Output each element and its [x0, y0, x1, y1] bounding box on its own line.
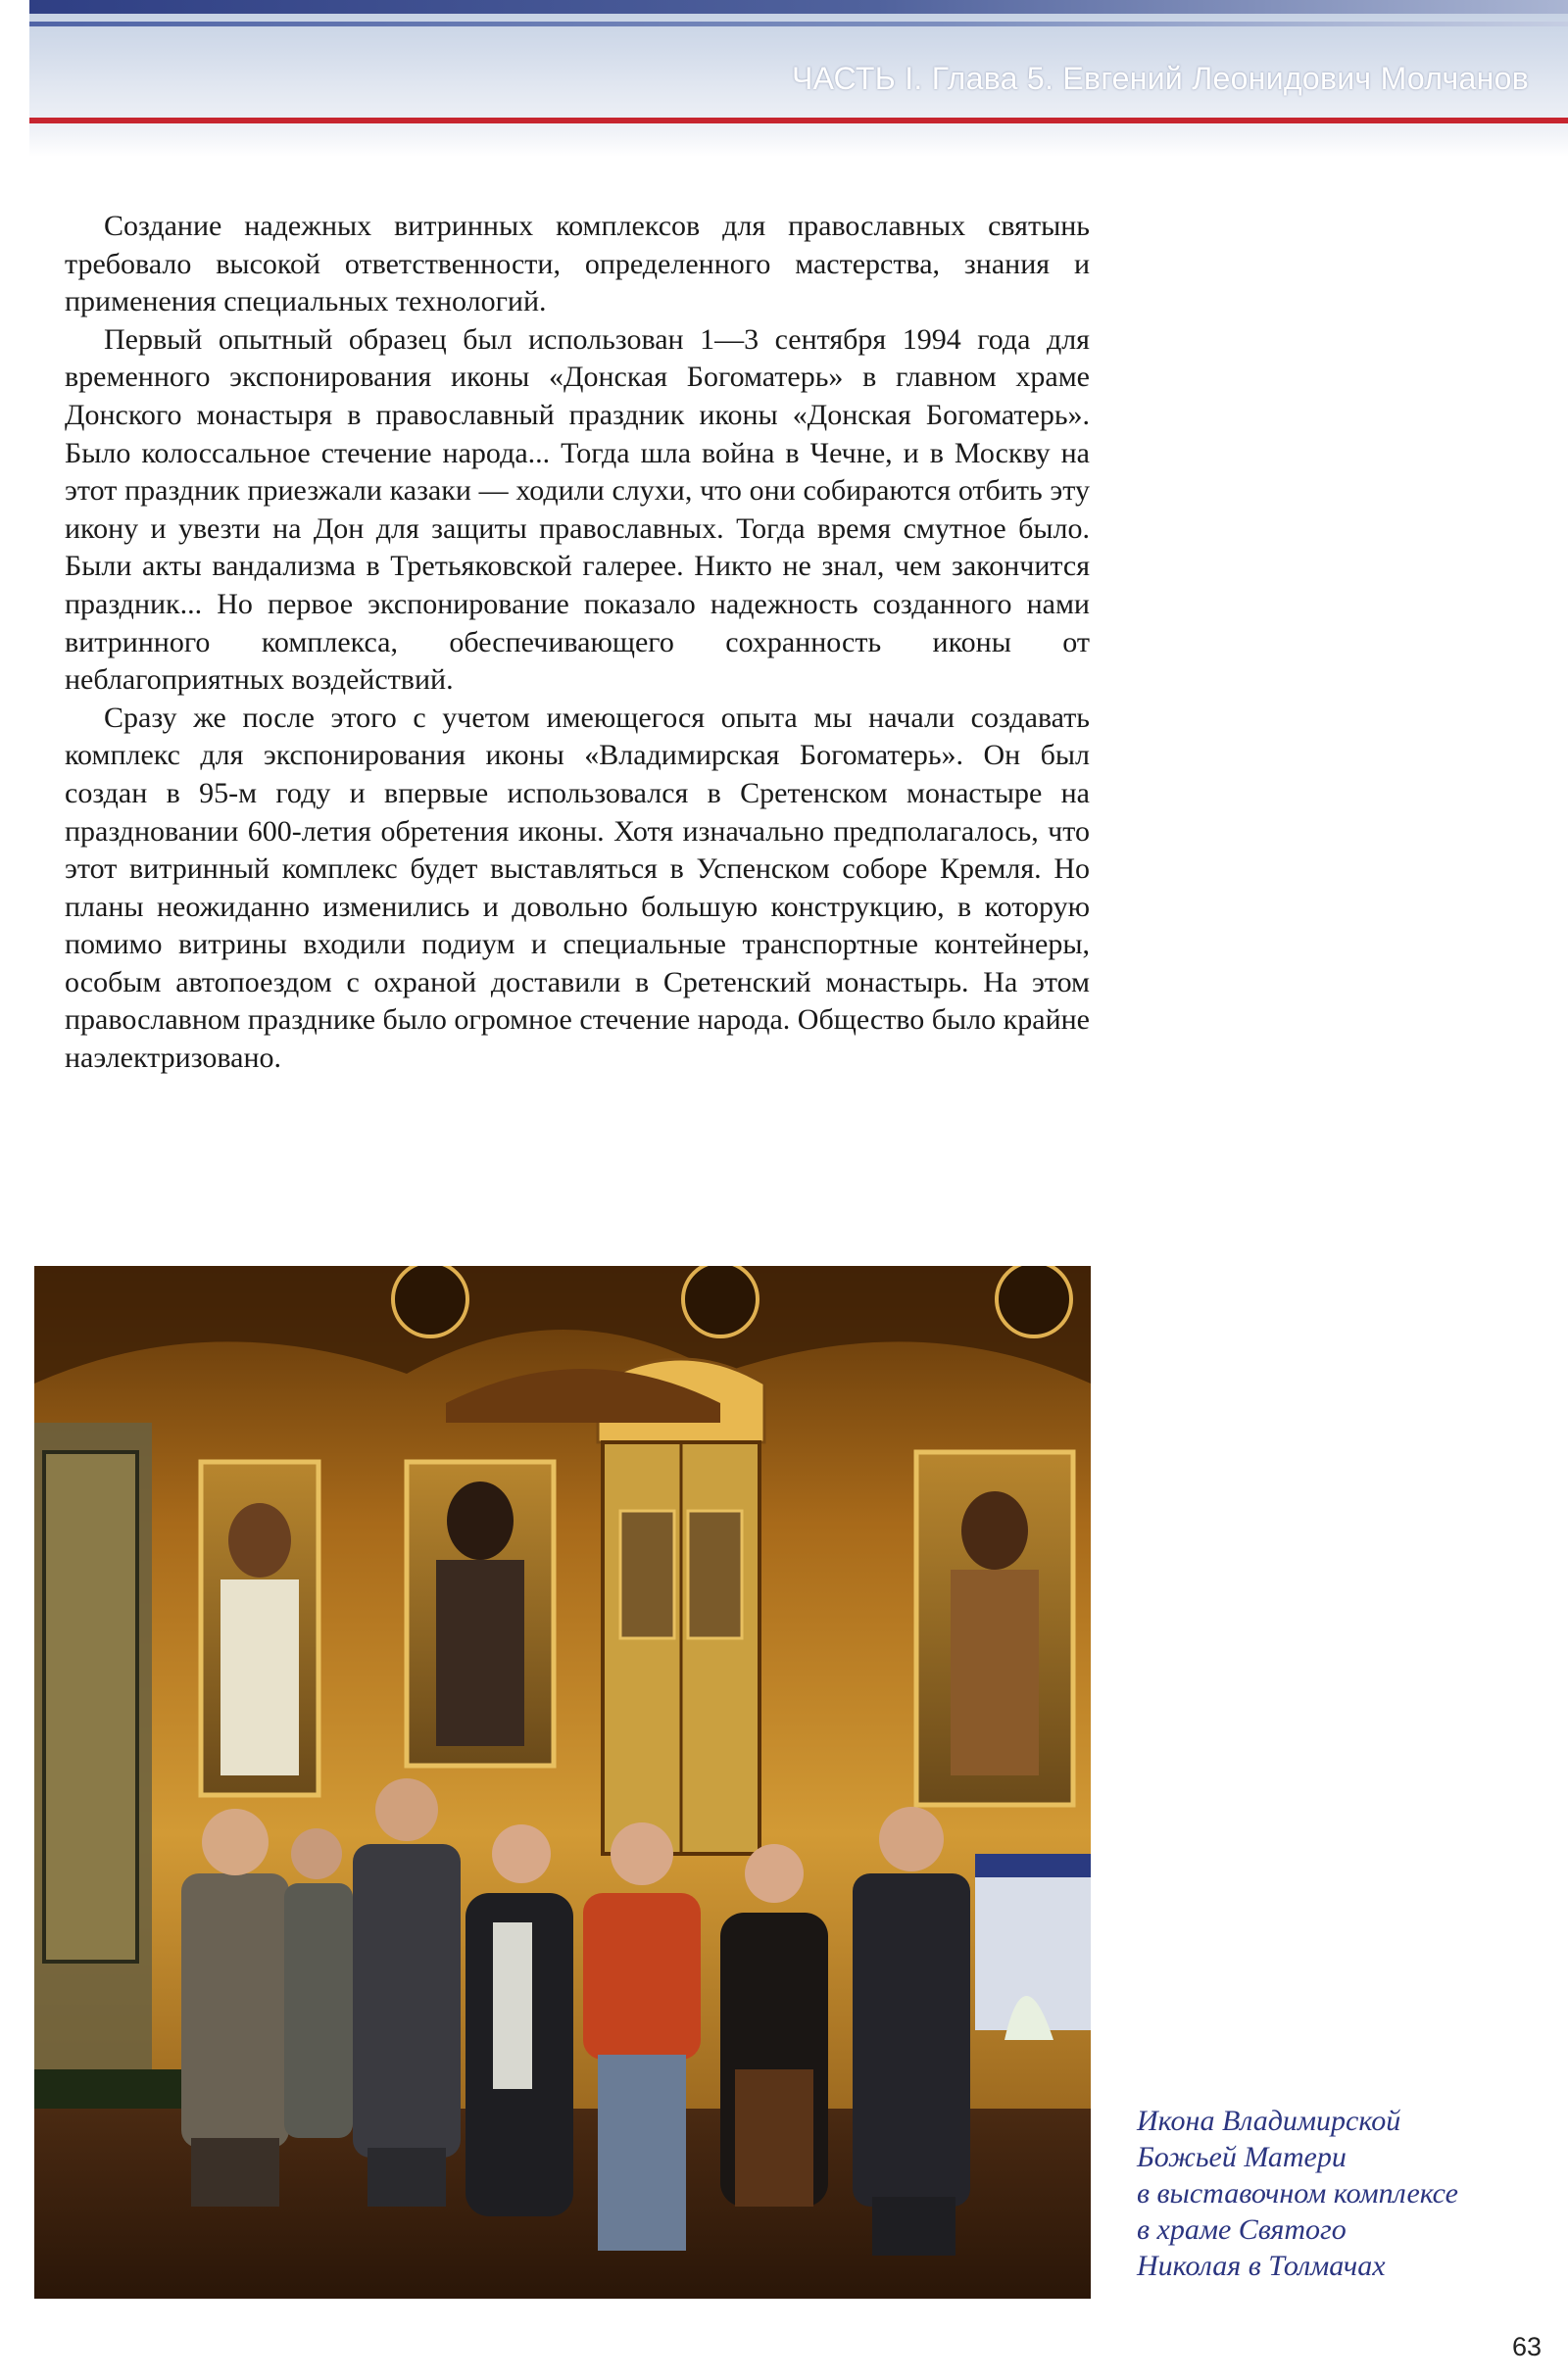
page-number: 63 — [1511, 2332, 1542, 2361]
paragraph-1: Создание надежных витринных комплексов для православных святынь требовало высокой ответственности, определенного мастерства, знания и применения специальных технологий. — [65, 210, 1090, 318]
photo-caption — [1137, 2103, 1548, 2284]
header-top-stripe — [29, 0, 1568, 14]
paragraph-3: Сразу же после этого с учетом имеющегося опыта мы начали создавать комплекс для экспонирования иконы «Владимирская Богоматерь». Он был создан в 95-м году и впервые использовался в Сретенском монастыре на праздновании 600-летия обретения иконы. Хотя изначально предполагалось, что этот витринный комплекс будет выставляться в Успенском соборе Кремля. Но планы неожиданно изменились и довольно большую конструкцию, в которую помимо витрины входили подиум и специальные транспортные контейнеры, особым автопоездом с охраной доставили в Сретенский монастырь. На этом православном празднике было огромное стечение народа. Общество было крайне наэлектризовано. — [65, 701, 1090, 1075]
caption-line: в храме Святого — [1137, 2213, 1347, 2246]
header-red-rule — [29, 118, 1568, 123]
group-photo-iconostasis — [34, 1266, 1091, 2299]
header-mid-stripe — [29, 22, 1568, 26]
caption-line: Божьей Матери — [1137, 2141, 1347, 2173]
article-body — [65, 208, 1090, 1078]
caption-line: Николая в Толмачах — [1137, 2250, 1386, 2282]
paragraph-2: Первый опытный образец был использован 1—3 сентября 1994 года для временного экспонирования иконы «Донская Богоматерь» в главном храме Донского монастыря в православный праздник иконы «Донская Богоматерь». Было колоссальное стечение народа... Тогда шла война в Чечне, и в Москву на этот праздник приезжали казаки — ходили слухи, что они собираются отбить эту икону и увезти на Дон для защиты православных. Тогда время смутное было. Были акты вандализма в Третьяковской галерее. Никто не знал, чем закончится праздник... Но первое экспонирование показало надежность созданного нами витринного комплекса, обеспечивающего сохранность иконы от неблагоприятных воздействий. — [65, 322, 1090, 697]
caption-line: в выставочном комплексе — [1137, 2177, 1458, 2210]
running-header-title: ЧАСТЬ I. Глава 5. Евгений Леонидович Молчанов — [791, 61, 1529, 96]
caption-line: Икона Владимирской — [1137, 2105, 1401, 2137]
